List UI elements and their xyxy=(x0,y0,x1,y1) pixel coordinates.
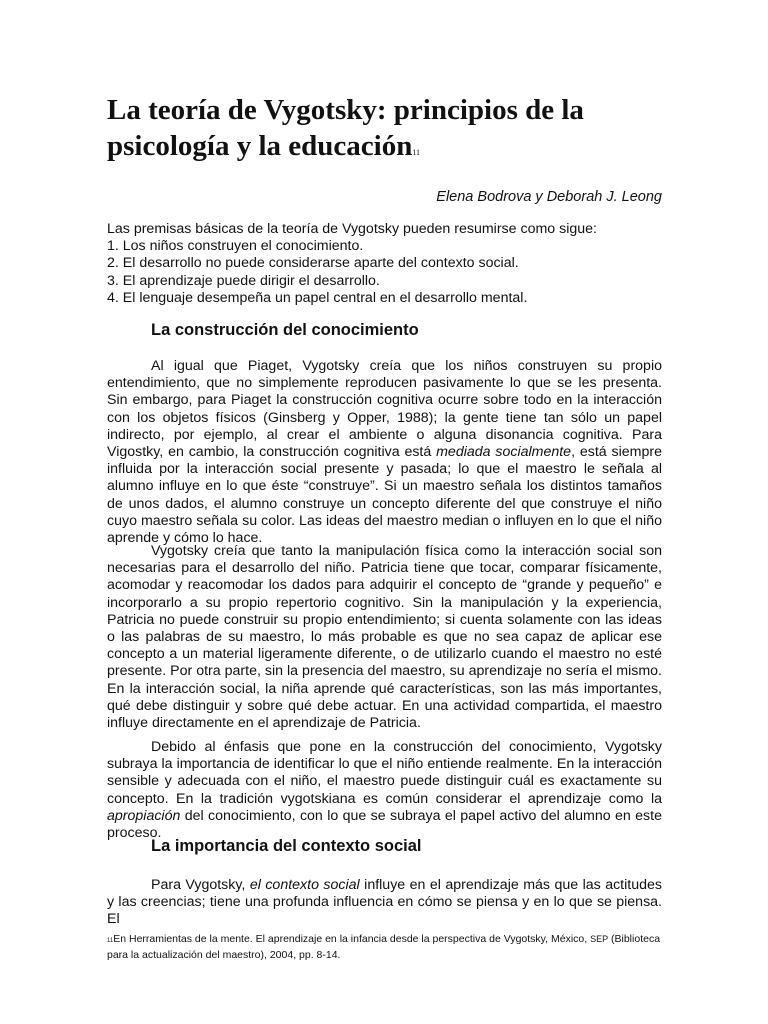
section-heading-contexto: La importancia del contexto social xyxy=(151,837,422,855)
premise-item: 2. El desarrollo no puede considerarse aparte del contexto social. xyxy=(107,255,519,272)
paragraph-construccion-1: Al igual que Piaget, Vygotsky creía que los niños construyen su propio entendimiento, que no simplemente reproducen pasivamente lo que se les presenta. Sin embargo, para Piaget la construcción cognitiva ocurre sobre todo en la interacción con los objetos físicos (Ginsberg y Opper, 1988); la gente tiene tan sólo un papel indirecto, por ejemplo, al crear el ambiente o alguna disonancia cognitiva. Para Vigostky, en cambio, la construcción cognitiva está mediada socialmente, está siempre influida por la interacción social presente y pasada; lo que el maestro le señala al alumno influye en lo que éste “construye”. Si un maestro señala los distintos tamaños de unos dados, el alumno construye un concepto diferente del que construye el niño cuyo maestro señala su color. Las ideas del maestro median o influyen en lo que el niño aprende y cómo lo hace. xyxy=(107,358,662,547)
footnote-mark: 11 xyxy=(107,938,114,944)
paragraph-construccion-3: Debido al énfasis que pone en la construcción del conocimiento, Vygotsky subraya la importancia de identificar lo que el niño entiende realmente. En la interacción sensible y adecuada con el niño, el maestro puede distinguir cuál es exactamente su concepto. En la tradición vygotskiana es común considerar el aprendizaje como la apropiación del conocimiento, con lo que se subraya el papel activo del alumno en este proceso. xyxy=(107,739,662,842)
paragraph-contexto-1: Para Vygotsky, el contexto social influye en el aprendizaje más que las actitudes y las creencias; tiene una profunda influencia en cómo se piensa y en lo que se piensa. El xyxy=(107,877,662,928)
intro-block xyxy=(107,221,662,307)
author-line: Elena Bodrova y Deborah J. Leong xyxy=(436,189,662,205)
document-title xyxy=(107,92,667,171)
premise-item: 1. Los niños construyen el conocimiento. xyxy=(107,238,364,255)
intro-lead: Las premisas básicas de la teoría de Vygotsky pueden resumirse como sigue: xyxy=(107,221,597,237)
section-heading-construccion: La construcción del conocimiento xyxy=(151,321,419,339)
footnote: 11En Herramientas de la mente. El aprendizaje en la infancia desde la perspectiva de Vygotsky, México, SEP (Biblioteca para la actualización del maestro), 2004, pp. 8-14. xyxy=(107,933,661,961)
title-footnote-ref: 11 xyxy=(412,148,421,157)
premise-item: 4. El lenguaje desempeña un papel central en el desarrollo mental. xyxy=(107,289,528,306)
paragraph-construccion-2: Vygotsky creía que tanto la manipulación física como la interacción social son necesarias para el desarrollo del niño. Patricia tiene que tocar, comparar físicamente, acomodar y reacomodar los dados para adquirir el concepto de “grande y pequeño” e incorporarlo a su propio repertorio cognitivo. Sin la manipulación y la experiencia, Patricia no puede construir su propio entendimiento; si cuenta solamente con las ideas o las palabras de su maestro, lo más probable es que no sea capaz de aplicar ese concepto a un material ligeramente diferente, o de utilizarlo cuando el maestro no esté presente. Por otra parte, sin la presencia del maestro, su aprendizaje no sería el mismo. En la interacción social, la niña aprende qué características, son las más importantes, qué debe distinguir y sobre qué debe actuar. En una actividad compartida, el maestro influye directamente en el aprendizaje de Patricia. xyxy=(107,543,662,732)
premise-item: 3. El aprendizaje puede dirigir el desarrollo. xyxy=(107,272,380,289)
title-text: La teoría de Vygotsky: principios de la psicología y la educación xyxy=(107,94,584,162)
